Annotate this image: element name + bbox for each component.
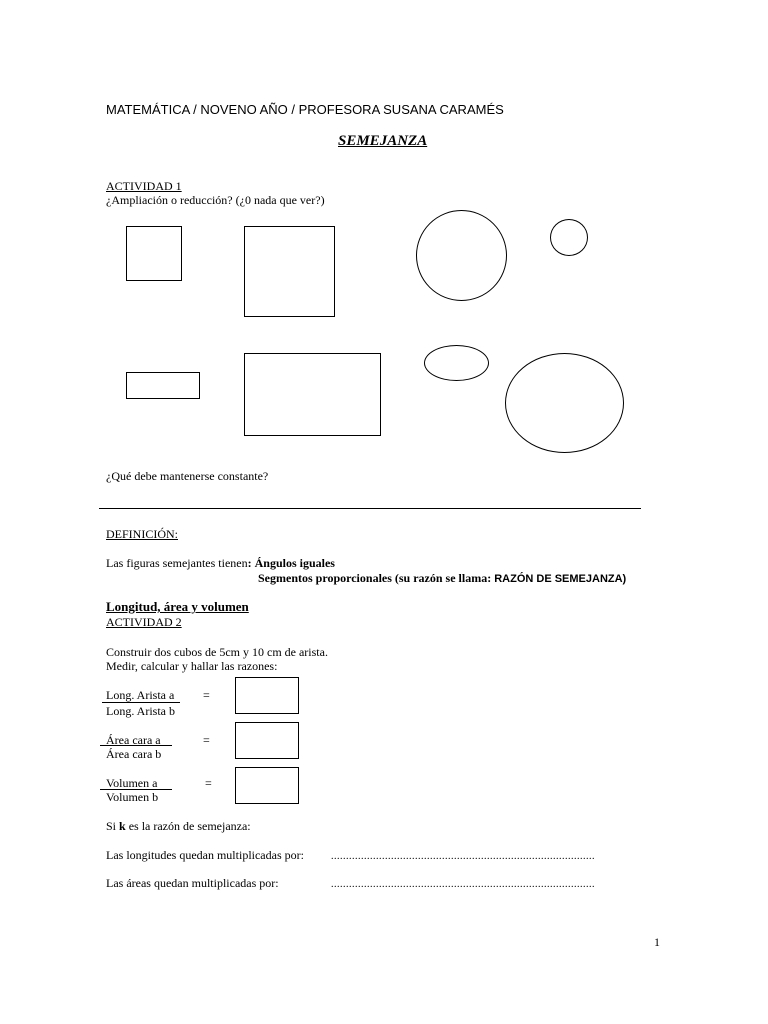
definition-heading: DEFINICIÓN: bbox=[106, 527, 178, 541]
fill-line-label: Las longitudes quedan multiplicadas por: bbox=[106, 848, 304, 862]
answer-box[interactable] bbox=[235, 677, 299, 714]
answer-box[interactable] bbox=[235, 722, 299, 759]
ratio-numerator: Volumen a bbox=[106, 776, 158, 790]
small-ellipse bbox=[424, 345, 489, 381]
definition-property-segments: Segmentos proporcionales (su razón se llama: bbox=[258, 571, 495, 585]
fill-line-blank[interactable]: ........................................................................................ bbox=[331, 879, 595, 890]
small-rectangle bbox=[126, 372, 200, 399]
ratio-equals: = bbox=[203, 688, 210, 702]
definition-line-2 bbox=[258, 571, 626, 586]
page-number: 1 bbox=[654, 935, 660, 949]
page-title: SEMEJANZA bbox=[338, 133, 428, 149]
ratio-numerator: Área cara a bbox=[106, 733, 161, 747]
small-square bbox=[126, 226, 182, 281]
activity-1-heading: ACTIVIDAD 1 bbox=[106, 179, 182, 193]
document-header: MATEMÁTICA / NOVENO AÑO / PROFESORA SUSANA CARAMÉS bbox=[106, 102, 504, 117]
small-circle bbox=[550, 219, 588, 256]
k-symbol: k bbox=[119, 819, 126, 833]
definition-ratio-term: RAZÓN DE SEMEJANZA) bbox=[494, 573, 627, 585]
definition-intro: Las figuras semejantes tienen bbox=[106, 556, 248, 570]
definition-line-1 bbox=[106, 556, 335, 571]
fraction-bar bbox=[102, 702, 180, 703]
activity-2-heading: ACTIVIDAD 2 bbox=[106, 615, 182, 629]
large-ellipse bbox=[505, 353, 624, 453]
fill-line-label: Las áreas quedan multiplicadas por: bbox=[106, 876, 279, 890]
k-statement bbox=[106, 819, 251, 834]
horizontal-rule bbox=[99, 508, 641, 509]
fraction-bar bbox=[100, 745, 172, 746]
activity-1-question-2: ¿Qué debe mantenerse constante? bbox=[106, 469, 269, 483]
activity-2-line-1: Construir dos cubos de 5cm y 10 cm de arista. bbox=[106, 645, 328, 659]
ratio-denominator: Long. Arista b bbox=[106, 704, 175, 718]
large-circle bbox=[416, 210, 507, 301]
activity-1-question: ¿Ampliación o reducción? (¿0 nada que ver?) bbox=[106, 193, 325, 207]
answer-box[interactable] bbox=[235, 767, 299, 804]
k-intro-post: es la razón de semejanza: bbox=[125, 819, 251, 833]
fill-line-blank[interactable]: ........................................................................................ bbox=[331, 851, 595, 862]
ratio-denominator: Volumen b bbox=[106, 790, 159, 804]
activity-2-line-2: Medir, calcular y hallar las razones: bbox=[106, 659, 278, 673]
k-intro-pre: Si bbox=[106, 819, 120, 833]
ratio-numerator: Long. Arista a bbox=[106, 688, 175, 702]
definition-property-angles: : Ángulos iguales bbox=[247, 556, 335, 570]
ratio-equals: = bbox=[203, 733, 210, 747]
large-rectangle bbox=[244, 353, 381, 436]
large-square bbox=[244, 226, 335, 317]
ratio-denominator: Área cara b bbox=[106, 747, 162, 761]
ratio-equals: = bbox=[205, 776, 212, 790]
section-2-heading: Longitud, área y volumen bbox=[106, 599, 249, 614]
